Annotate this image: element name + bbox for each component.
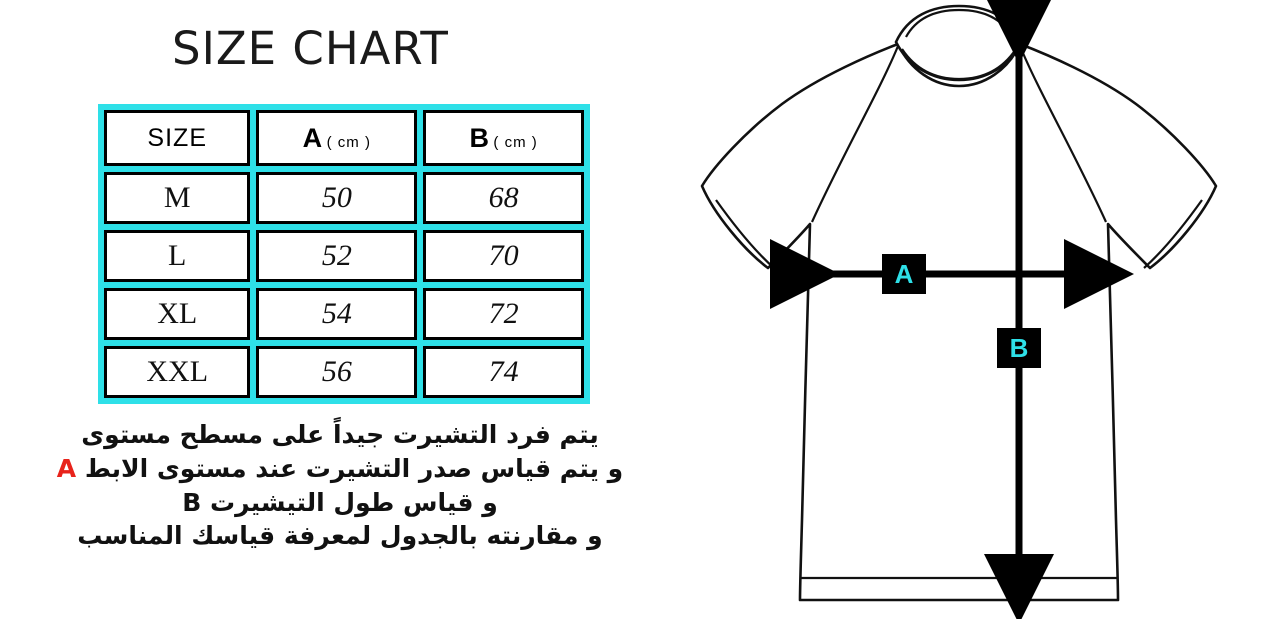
cell-a: 54: [256, 288, 417, 340]
column-header-b-letter: B: [469, 122, 489, 153]
cell-b: 74: [423, 346, 584, 398]
column-header-b-unit: ( cm ): [493, 133, 538, 151]
table-header-row: [104, 110, 584, 166]
instruction-line-1: يتم فرد التشيرت جيداً على مسطح مستوى: [81, 420, 599, 449]
instruction-line-3: [20, 486, 660, 520]
instruction-line-3-mark: B: [182, 487, 202, 517]
table-row: [104, 288, 584, 340]
cell-a: 50: [256, 172, 417, 224]
cell-size: XL: [104, 288, 250, 340]
instructions-block: [20, 418, 660, 553]
column-header-a: [256, 110, 417, 166]
cell-size: L: [104, 230, 250, 282]
instruction-line-2-text: و يتم قياس صدر التشيرت عند مستوى الابط: [84, 453, 624, 483]
instruction-line-2: [20, 452, 660, 486]
table-row: [104, 172, 584, 224]
column-header-a-letter: A: [302, 122, 323, 153]
cell-size: M: [104, 172, 250, 224]
badge-b: B: [997, 328, 1041, 368]
table-row: [104, 230, 584, 282]
tshirt-illustration: [640, 0, 1280, 619]
column-header-size: SIZE: [104, 110, 250, 166]
size-chart-table: [98, 104, 590, 404]
instruction-line-3-text: و قياس طول التيشيرت: [210, 487, 498, 517]
instruction-line-2-mark: A: [56, 453, 77, 483]
page-title: SIZE CHART: [172, 22, 449, 75]
cell-b: 72: [423, 288, 584, 340]
badge-a: A: [882, 254, 926, 294]
cell-a: 52: [256, 230, 417, 282]
instruction-line-4: و مقارنته بالجدول لمعرفة قياسك المناسب: [77, 521, 603, 551]
tshirt-diagram: [640, 0, 1280, 619]
column-header-b: [423, 110, 584, 166]
cell-b: 68: [423, 172, 584, 224]
cell-b: 70: [423, 230, 584, 282]
cell-a: 56: [256, 346, 417, 398]
cell-size: XXL: [104, 346, 250, 398]
table-row: [104, 346, 584, 398]
column-header-a-unit: ( cm ): [326, 133, 371, 151]
tshirt-outline: [702, 44, 1216, 600]
